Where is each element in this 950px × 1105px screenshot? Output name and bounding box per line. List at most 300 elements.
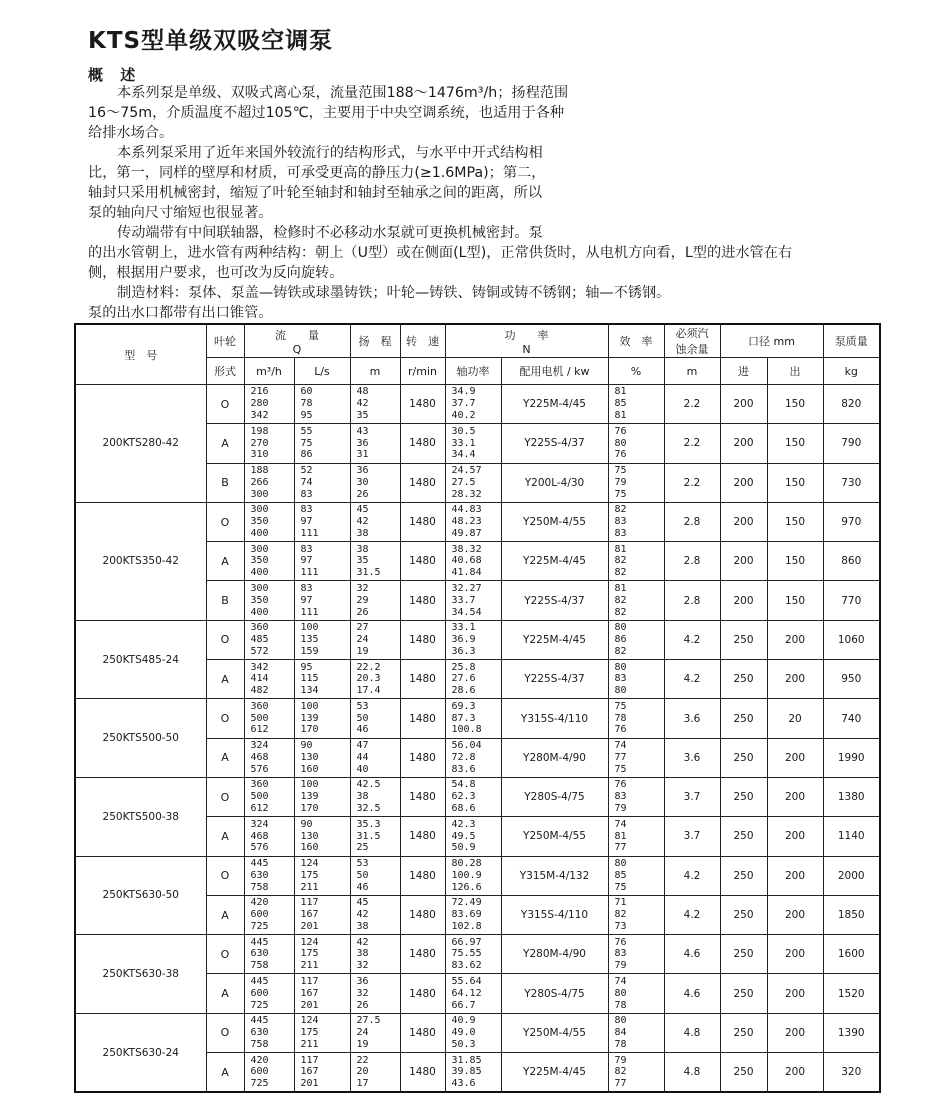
- weight-cell: 970: [823, 502, 880, 541]
- efficiency-cell-value: 82: [614, 1066, 627, 1078]
- shaft-power-cell: [445, 777, 501, 816]
- efficiency-cell: [608, 777, 664, 816]
- flow-m3h-cell-value: 725: [250, 1078, 269, 1090]
- flow-ls-cell-value: 111: [300, 567, 319, 579]
- flow-m3h-cell: [244, 424, 294, 463]
- head-cell-value: 50: [356, 712, 369, 724]
- efficiency-cell: [608, 935, 664, 974]
- flow-m3h-cell: [244, 542, 294, 581]
- flow-m3h-cell: [244, 463, 294, 502]
- header-impeller-type: 形式: [206, 358, 244, 385]
- shaft-power-cell: [445, 502, 501, 541]
- head-cell: [350, 895, 400, 934]
- outlet-cell: 200: [767, 660, 823, 699]
- efficiency-cell-value: 78: [614, 1038, 627, 1050]
- head-cell-value: 31.5: [356, 567, 381, 579]
- inlet-cell: 250: [720, 1053, 767, 1093]
- efficiency-cell: [608, 424, 664, 463]
- flow-m3h-cell: [244, 502, 294, 541]
- shaft-power-cell-value: 62.3: [451, 791, 476, 803]
- head-cell-value: 26: [356, 488, 369, 500]
- head-cell-value: 46: [356, 881, 369, 893]
- efficiency-cell-value: 75: [614, 700, 627, 712]
- head-cell: [350, 502, 400, 541]
- motor-cell: Y225M-4/45: [501, 620, 608, 659]
- inlet-cell: 200: [720, 542, 767, 581]
- paragraph-2: [88, 143, 878, 223]
- npsh-cell: 2.8: [664, 581, 720, 620]
- header-efficiency: 效 率: [608, 324, 664, 358]
- npsh-cell: 3.7: [664, 817, 720, 856]
- flow-ls-cell-value: 134: [300, 685, 319, 697]
- flow-ls-cell-value: 175: [300, 1027, 319, 1038]
- head-cell-value: 19: [356, 1038, 369, 1050]
- head-cell-value: 38: [356, 948, 369, 960]
- paragraph-line: 的出水管朝上，进水管有两种结构：朝上（U型）或在侧面(L型)，正常供货时，从电机方向看，L型的进水管在右: [88, 245, 793, 261]
- model-cell: 200KTS350-42: [75, 502, 206, 620]
- shaft-power-cell-value: 83.69: [451, 909, 482, 921]
- speed-cell: 1480: [400, 1013, 445, 1052]
- motor-cell: Y280M-4/90: [501, 935, 608, 974]
- flow-m3h-cell: [244, 777, 294, 816]
- model-cell: 250KTS630-50: [75, 856, 206, 935]
- table-row: [75, 777, 880, 816]
- header-flow-label: 流 量: [275, 328, 319, 342]
- shaft-power-cell-value: 33.1: [451, 622, 476, 634]
- shaft-power-cell-value: 102.8: [451, 920, 482, 932]
- model-cell: 250KTS630-38: [75, 935, 206, 1014]
- flow-m3h-cell: [244, 974, 294, 1013]
- flow-ls-cell-value: 117: [300, 897, 319, 909]
- header-head: 扬 程: [350, 324, 400, 358]
- motor-cell: Y250M-4/55: [501, 1013, 608, 1052]
- flow-ls-cell: [294, 385, 350, 424]
- motor-cell: Y250M-4/55: [501, 817, 608, 856]
- shaft-power-cell-value: 27.5: [451, 476, 476, 488]
- outlet-cell: 200: [767, 817, 823, 856]
- efficiency-cell-value: 82: [614, 567, 627, 579]
- flow-ls-cell-value: 175: [300, 948, 319, 960]
- shaft-power-cell-value: 34.9: [451, 386, 476, 398]
- shaft-power-cell-value: 33.1: [451, 437, 476, 449]
- flow-ls-cell-value: 139: [300, 712, 319, 724]
- impeller-type-cell: O: [206, 1013, 244, 1052]
- efficiency-cell-value: 83: [614, 516, 627, 528]
- shaft-power-cell-value: 33.7: [451, 594, 476, 606]
- flow-ls-cell-value: 97: [300, 555, 313, 567]
- shaft-power-cell-value: 49.0: [451, 1027, 476, 1038]
- impeller-type-cell: A: [206, 895, 244, 934]
- efficiency-cell-value: 81: [614, 830, 627, 842]
- efficiency-cell-value: 83: [614, 673, 627, 685]
- weight-cell: 1390: [823, 1013, 880, 1052]
- shaft-power-cell-value: 87.3: [451, 712, 476, 724]
- head-cell: [350, 777, 400, 816]
- weight-cell: 1380: [823, 777, 880, 816]
- flow-m3h-cell: [244, 385, 294, 424]
- flow-m3h-cell-value: 600: [250, 987, 269, 999]
- paragraph-line: 给排水场合。: [88, 125, 174, 141]
- efficiency-cell-value: 79: [614, 476, 627, 488]
- flow-m3h-cell: [244, 856, 294, 895]
- outlet-cell: 200: [767, 738, 823, 777]
- shaft-power-cell-value: 49.5: [451, 830, 476, 842]
- flow-m3h-cell: [244, 620, 294, 659]
- head-cell-value: 36: [356, 465, 369, 477]
- efficiency-cell-value: 80: [614, 622, 627, 634]
- head-cell: [350, 935, 400, 974]
- efficiency-cell-value: 82: [614, 504, 627, 516]
- head-cell-value: 36: [356, 437, 369, 449]
- flow-ls-cell-value: 160: [300, 842, 319, 854]
- efficiency-cell-value: 78: [614, 712, 627, 724]
- shaft-power-cell: [445, 699, 501, 738]
- weight-cell: 1990: [823, 738, 880, 777]
- flow-m3h-cell-value: 300: [250, 543, 269, 555]
- flow-ls-cell-value: 170: [300, 724, 319, 736]
- flow-ls-cell-value: 211: [300, 1038, 319, 1050]
- inlet-cell: 250: [720, 895, 767, 934]
- weight-cell: 860: [823, 542, 880, 581]
- npsh-cell: 4.8: [664, 1013, 720, 1052]
- shaft-power-cell-value: 126.6: [451, 881, 482, 893]
- flow-ls-cell-value: 78: [300, 398, 313, 410]
- flow-ls-cell: [294, 581, 350, 620]
- flow-ls-cell-value: 167: [300, 909, 319, 921]
- weight-cell: 1600: [823, 935, 880, 974]
- efficiency-cell-value: 82: [614, 645, 627, 657]
- shaft-power-cell-value: 50.3: [451, 1038, 476, 1050]
- shaft-power-cell-value: 27.6: [451, 673, 476, 685]
- head-cell-value: 38: [356, 920, 369, 932]
- efficiency-cell-value: 75: [614, 763, 627, 775]
- efficiency-cell: [608, 738, 664, 777]
- flow-ls-cell-value: 83: [300, 504, 313, 516]
- speed-cell: 1480: [400, 1053, 445, 1093]
- shaft-power-cell: [445, 463, 501, 502]
- impeller-type-cell: O: [206, 385, 244, 424]
- motor-cell: Y280S-4/75: [501, 974, 608, 1013]
- flow-m3h-cell: [244, 1053, 294, 1093]
- table-row: [75, 1013, 880, 1052]
- shaft-power-cell-value: 69.3: [451, 700, 476, 712]
- shaft-power-cell-value: 40.2: [451, 410, 476, 422]
- weight-cell: 1140: [823, 817, 880, 856]
- efficiency-cell-value: 74: [614, 975, 627, 987]
- head-cell-value: 32: [356, 960, 369, 972]
- speed-cell: 1480: [400, 777, 445, 816]
- header-outlet: 出: [767, 358, 823, 385]
- head-cell-value: 44: [356, 751, 369, 763]
- shaft-power-cell: [445, 1013, 501, 1052]
- flow-m3h-cell-value: 485: [250, 634, 269, 646]
- head-cell-value: 27: [356, 622, 369, 634]
- head-cell-value: 42.5: [356, 779, 381, 791]
- shaft-power-cell-value: 66.7: [451, 999, 476, 1011]
- weight-cell: 2000: [823, 856, 880, 895]
- impeller-type-cell: A: [206, 738, 244, 777]
- header-weight-unit: kg: [823, 358, 880, 385]
- flow-m3h-cell-value: 612: [250, 724, 269, 736]
- head-cell: [350, 1053, 400, 1093]
- inlet-cell: 250: [720, 974, 767, 1013]
- shaft-power-cell-value: 72.8: [451, 751, 476, 763]
- flow-ls-cell-value: 97: [300, 516, 313, 528]
- weight-cell: 1850: [823, 895, 880, 934]
- efficiency-cell: [608, 856, 664, 895]
- efficiency-cell: [608, 974, 664, 1013]
- npsh-cell: 3.6: [664, 738, 720, 777]
- shaft-power-cell-value: 39.85: [451, 1066, 482, 1078]
- speed-cell: 1480: [400, 385, 445, 424]
- flow-m3h-cell-value: 758: [250, 881, 269, 893]
- efficiency-cell-value: 81: [614, 410, 627, 422]
- efficiency-cell-value: 76: [614, 724, 627, 736]
- efficiency-cell-value: 84: [614, 1027, 627, 1038]
- flow-ls-cell-value: 117: [300, 975, 319, 987]
- header-head-unit: m: [350, 358, 400, 385]
- flow-ls-cell: [294, 502, 350, 541]
- flow-ls-cell: [294, 424, 350, 463]
- head-cell-value: 45: [356, 897, 369, 909]
- inlet-cell: 200: [720, 581, 767, 620]
- paragraph-line: 轴封只采用机械密封，缩短了叶轮至轴封和轴封至轴承之间的距离，所以: [88, 185, 543, 201]
- speed-cell: 1480: [400, 542, 445, 581]
- shaft-power-cell: [445, 542, 501, 581]
- shaft-power-cell-value: 43.6: [451, 1078, 476, 1090]
- impeller-type-cell: B: [206, 463, 244, 502]
- flow-ls-cell: [294, 463, 350, 502]
- flow-m3h-cell: [244, 738, 294, 777]
- head-cell-value: 42: [356, 516, 369, 528]
- flow-m3h-cell-value: 420: [250, 1054, 269, 1066]
- head-cell-value: 26: [356, 999, 369, 1011]
- header-efficiency-unit: %: [608, 358, 664, 385]
- efficiency-cell-value: 83: [614, 948, 627, 960]
- efficiency-cell-value: 73: [614, 920, 627, 932]
- flow-ls-cell-value: 86: [300, 449, 313, 461]
- head-cell-value: 26: [356, 606, 369, 618]
- flow-m3h-cell-value: 445: [250, 936, 269, 948]
- flow-m3h-cell: [244, 699, 294, 738]
- flow-m3h-cell-value: 758: [250, 960, 269, 972]
- inlet-cell: 250: [720, 817, 767, 856]
- flow-m3h-cell-value: 300: [250, 488, 269, 500]
- inlet-cell: 250: [720, 935, 767, 974]
- inlet-cell: 200: [720, 502, 767, 541]
- head-cell-value: 17.4: [356, 685, 381, 697]
- flow-m3h-cell-value: 612: [250, 803, 269, 815]
- model-cell: 250KTS630-24: [75, 1013, 206, 1092]
- head-cell-value: 24: [356, 634, 369, 646]
- head-cell-value: 17: [356, 1078, 369, 1090]
- shaft-power-cell: [445, 424, 501, 463]
- efficiency-cell-value: 76: [614, 779, 627, 791]
- head-cell: [350, 620, 400, 659]
- shaft-power-cell-value: 41.84: [451, 567, 482, 579]
- head-cell-value: 32: [356, 987, 369, 999]
- shaft-power-cell-value: 28.32: [451, 488, 482, 500]
- header-speed: 转 速: [400, 324, 445, 358]
- motor-cell: Y225S-4/37: [501, 581, 608, 620]
- outlet-cell: 200: [767, 620, 823, 659]
- efficiency-cell-value: 80: [614, 437, 627, 449]
- flow-ls-cell-value: 100: [300, 700, 319, 712]
- model-cell: 250KTS500-50: [75, 699, 206, 778]
- shaft-power-cell-value: 38.32: [451, 543, 482, 555]
- outlet-cell: 200: [767, 1013, 823, 1052]
- shaft-power-cell-value: 83.62: [451, 960, 482, 972]
- head-cell-value: 42: [356, 936, 369, 948]
- flow-m3h-cell-value: 630: [250, 948, 269, 960]
- head-cell-value: 40: [356, 763, 369, 775]
- head-cell: [350, 738, 400, 777]
- speed-cell: 1480: [400, 502, 445, 541]
- head-cell-value: 32.5: [356, 803, 381, 815]
- impeller-type-cell: A: [206, 542, 244, 581]
- table-row: [75, 502, 880, 541]
- flow-ls-cell-value: 111: [300, 606, 319, 618]
- impeller-type-cell: O: [206, 856, 244, 895]
- head-cell-value: 35: [356, 555, 369, 567]
- npsh-cell: 3.7: [664, 777, 720, 816]
- model-cell: 200KTS280-42: [75, 385, 206, 503]
- flow-ls-cell: [294, 660, 350, 699]
- flow-m3h-cell-value: 758: [250, 1038, 269, 1050]
- efficiency-cell: [608, 502, 664, 541]
- head-cell-value: 38: [356, 543, 369, 555]
- speed-cell: 1480: [400, 895, 445, 934]
- head-cell: [350, 581, 400, 620]
- flow-m3h-cell: [244, 935, 294, 974]
- efficiency-cell-value: 75: [614, 488, 627, 500]
- efficiency-cell-value: 77: [614, 842, 627, 854]
- flow-ls-cell-value: 60: [300, 386, 313, 398]
- flow-ls-cell-value: 95: [300, 410, 313, 422]
- efficiency-cell-value: 82: [614, 555, 627, 567]
- flow-ls-cell-value: 83: [300, 488, 313, 500]
- shaft-power-cell-value: 54.8: [451, 779, 476, 791]
- npsh-cell: 3.6: [664, 699, 720, 738]
- weight-cell: 730: [823, 463, 880, 502]
- flow-m3h-cell-value: 414: [250, 673, 269, 685]
- shaft-power-cell-value: 56.04: [451, 740, 482, 752]
- efficiency-cell-value: 82: [614, 594, 627, 606]
- efficiency-cell-value: 77: [614, 1078, 627, 1090]
- shaft-power-cell-value: 68.6: [451, 803, 476, 815]
- efficiency-cell: [608, 542, 664, 581]
- shaft-power-cell-value: 25.8: [451, 661, 476, 673]
- impeller-type-cell: A: [206, 817, 244, 856]
- flow-ls-cell-value: 201: [300, 1078, 319, 1090]
- efficiency-cell-value: 76: [614, 425, 627, 437]
- paragraph-line: 泵的出水口都带有出口锥管。: [88, 305, 273, 321]
- efficiency-cell-value: 79: [614, 960, 627, 972]
- efficiency-cell: [608, 895, 664, 934]
- table-row: [75, 699, 880, 738]
- head-cell-value: 53: [356, 700, 369, 712]
- flow-ls-cell-value: 52: [300, 465, 313, 477]
- flow-m3h-cell-value: 360: [250, 779, 269, 791]
- flow-ls-cell-value: 90: [300, 740, 313, 752]
- shaft-power-cell-value: 42.3: [451, 818, 476, 830]
- flow-m3h-cell-value: 342: [250, 410, 269, 422]
- shaft-power-cell-value: 36.3: [451, 645, 476, 657]
- flow-ls-cell: [294, 699, 350, 738]
- flow-m3h-cell-value: 572: [250, 645, 269, 657]
- impeller-type-cell: A: [206, 1053, 244, 1093]
- shaft-power-cell-value: 34.4: [451, 449, 476, 461]
- impeller-type-cell: O: [206, 699, 244, 738]
- spec-table-body: [75, 385, 880, 1093]
- shaft-power-cell-value: 64.12: [451, 987, 482, 999]
- shaft-power-cell-value: 48.23: [451, 516, 482, 528]
- efficiency-cell: [608, 1013, 664, 1052]
- header-speed-unit: r/min: [400, 358, 445, 385]
- flow-ls-cell-value: 211: [300, 881, 319, 893]
- header-inlet: 进: [720, 358, 767, 385]
- npsh-cell: 4.2: [664, 660, 720, 699]
- paragraph-line: 泵的轴向尺寸缩短也很显著。: [88, 205, 273, 221]
- outlet-cell: 150: [767, 542, 823, 581]
- weight-cell: 320: [823, 1053, 880, 1093]
- head-cell: [350, 542, 400, 581]
- header-model: 型 号: [75, 324, 206, 385]
- header-shaft-power: 轴功率: [445, 358, 501, 385]
- npsh-cell: 4.6: [664, 935, 720, 974]
- inlet-cell: 200: [720, 424, 767, 463]
- flow-ls-cell-value: 159: [300, 645, 319, 657]
- speed-cell: 1480: [400, 817, 445, 856]
- speed-cell: 1480: [400, 660, 445, 699]
- head-cell-value: 53: [356, 858, 369, 870]
- flow-ls-cell-value: 170: [300, 803, 319, 815]
- efficiency-cell-value: 81: [614, 582, 627, 594]
- flow-m3h-cell-value: 482: [250, 685, 269, 697]
- flow-m3h-cell-value: 600: [250, 909, 269, 921]
- flow-ls-cell-value: 167: [300, 1066, 319, 1078]
- header-weight: 泵质量: [823, 324, 880, 358]
- head-cell-value: 32: [356, 582, 369, 594]
- paragraph-4: [88, 283, 878, 323]
- flow-ls-cell: [294, 895, 350, 934]
- motor-cell: Y225M-4/45: [501, 542, 608, 581]
- head-cell-value: 27.5: [356, 1015, 381, 1027]
- motor-cell: Y225S-4/37: [501, 424, 608, 463]
- paragraph-line: 比，第一，同样的壁厚和材质，可承受更高的静压力(≥1.6MPa)；第二，: [88, 165, 546, 181]
- flow-ls-cell-value: 97: [300, 594, 313, 606]
- shaft-power-cell-value: 50.9: [451, 842, 476, 854]
- head-cell: [350, 463, 400, 502]
- efficiency-cell-value: 82: [614, 606, 627, 618]
- flow-m3h-cell-value: 266: [250, 476, 269, 488]
- efficiency-cell-value: 82: [614, 909, 627, 921]
- flow-m3h-cell: [244, 660, 294, 699]
- model-cell: 250KTS485-24: [75, 620, 206, 699]
- flow-ls-cell-value: 167: [300, 987, 319, 999]
- outlet-cell: 200: [767, 777, 823, 816]
- head-cell-value: 22.2: [356, 661, 381, 673]
- efficiency-cell-value: 74: [614, 740, 627, 752]
- flow-m3h-cell-value: 350: [250, 516, 269, 528]
- header-motor: 配用电机 / kw: [501, 358, 608, 385]
- npsh-cell: 4.2: [664, 895, 720, 934]
- flow-ls-cell-value: 135: [300, 634, 319, 646]
- impeller-type-cell: B: [206, 581, 244, 620]
- outlet-cell: 200: [767, 1053, 823, 1093]
- shaft-power-cell-value: 80.28: [451, 858, 482, 870]
- motor-cell: Y225M-4/45: [501, 385, 608, 424]
